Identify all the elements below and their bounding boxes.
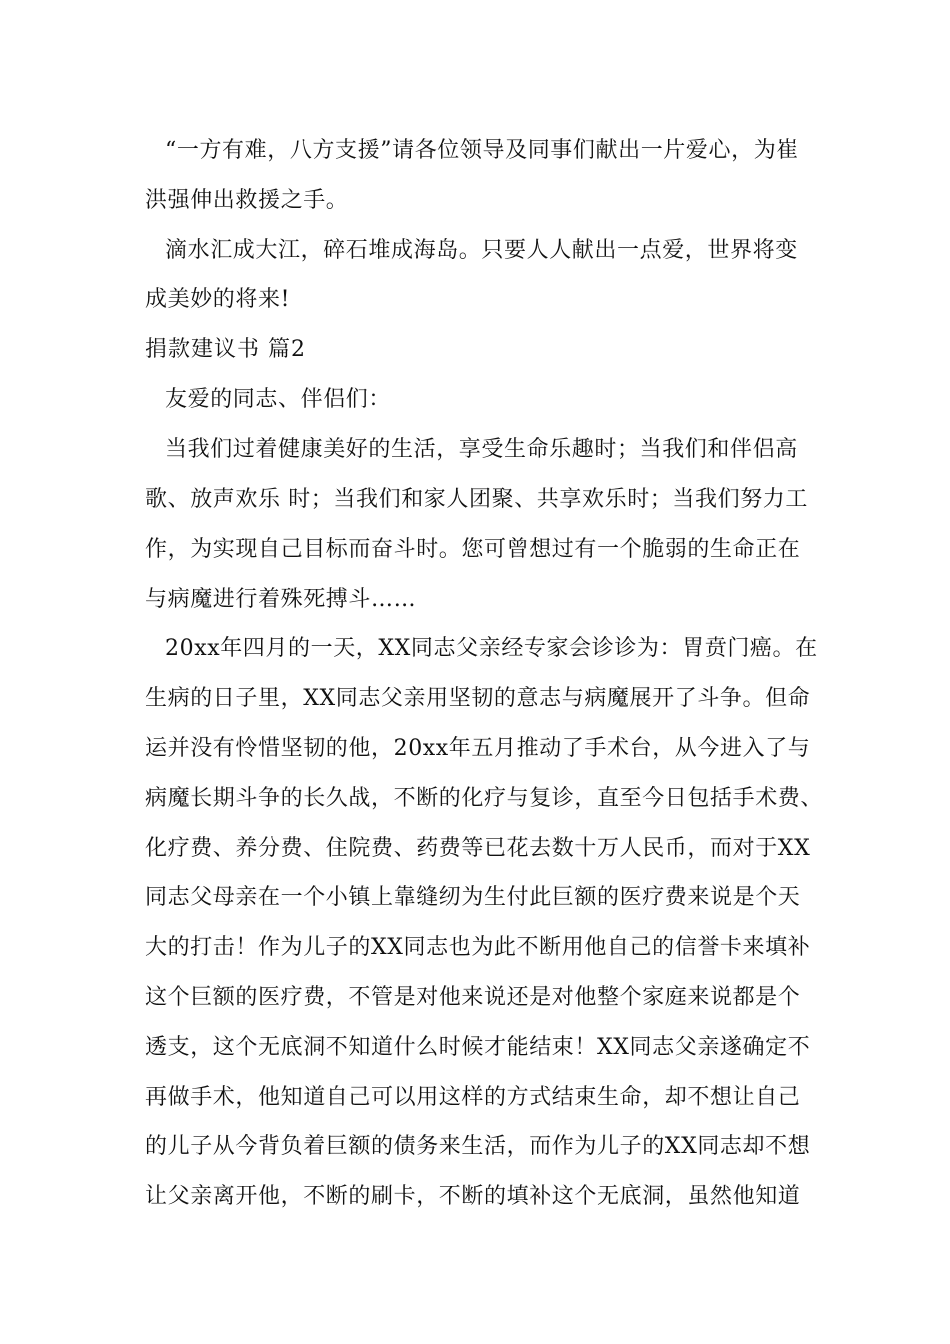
paragraph-line: 生病的日子里，XX同志父亲用坚韧的意志与病魔展开了斗争。但命 bbox=[145, 686, 811, 711]
paragraph-line: 再做手术，他知道自己可以用这样的方式结束生命，却不想让自己 bbox=[145, 1085, 801, 1110]
paragraph-line: “一方有难，八方支援”请各位领导及同事们献出一片爱心，为崔 bbox=[165, 138, 799, 163]
paragraph-line: 洪强伸出救援之手。 bbox=[145, 188, 349, 213]
paragraph-line: 这个巨额的医疗费，不管是对他来说还是对他整个家庭来说都是个 bbox=[145, 985, 801, 1010]
paragraph-line: 大的打击！作为儿子的XX同志也为此不断用他自己的信誉卡来填补 bbox=[145, 935, 811, 960]
paragraph-line: 当我们过着健康美好的生活，享受生命乐趣时；当我们和伴侣高 bbox=[165, 437, 798, 462]
section-heading: 捐款建议书 篇2 bbox=[145, 337, 306, 362]
paragraph-line: 的儿子从今背负着巨额的债务来生活，而作为儿子的XX同志却不想 bbox=[145, 1134, 811, 1159]
paragraph-line: 20xx年四月的一天，XX同志父亲经专家会诊诊为：胃贲门癌。在 bbox=[165, 636, 818, 661]
paragraph-line: 成美妙的将来! bbox=[145, 287, 291, 312]
paragraph-line: 同志父母亲在一个小镇上靠缝纫为生付此巨额的医疗费来说是个天 bbox=[145, 885, 801, 910]
paragraph-line: 歌、放声欢乐 时；当我们和家人团聚、共享欢乐时；当我们努力工 bbox=[145, 487, 808, 512]
paragraph-line: 与病魔进行着殊死搏斗…… bbox=[145, 587, 417, 612]
paragraph-line: 病魔长期斗争的长久战，不断的化疗与复诊，直至今日包括手术费、 bbox=[145, 786, 824, 811]
paragraph-line: 作，为实现自己目标而奋斗时。您可曾想过有一个脆弱的生命正在 bbox=[145, 537, 801, 562]
paragraph-line: 运并没有怜惜坚韧的他，20xx年五月推动了手术台，从今进入了与 bbox=[145, 736, 811, 761]
paragraph-line: 化疗费、养分费、住院费、药费等已花去数十万人民币，而对于XX bbox=[145, 836, 811, 861]
salutation-line: 友爱的同志、伴侣们： bbox=[165, 387, 392, 412]
paragraph-line: 滴水汇成大江，碎石堆成海岛。只要人人献出一点爱，世界将变 bbox=[165, 238, 798, 263]
paragraph-line: 让父亲离开他，不断的刷卡，不断的填补这个无底洞，虽然他知道 bbox=[145, 1184, 801, 1209]
paragraph-line: 透支，这个无底洞不知道什么时候才能结束！XX同志父亲遂确定不 bbox=[145, 1035, 811, 1060]
